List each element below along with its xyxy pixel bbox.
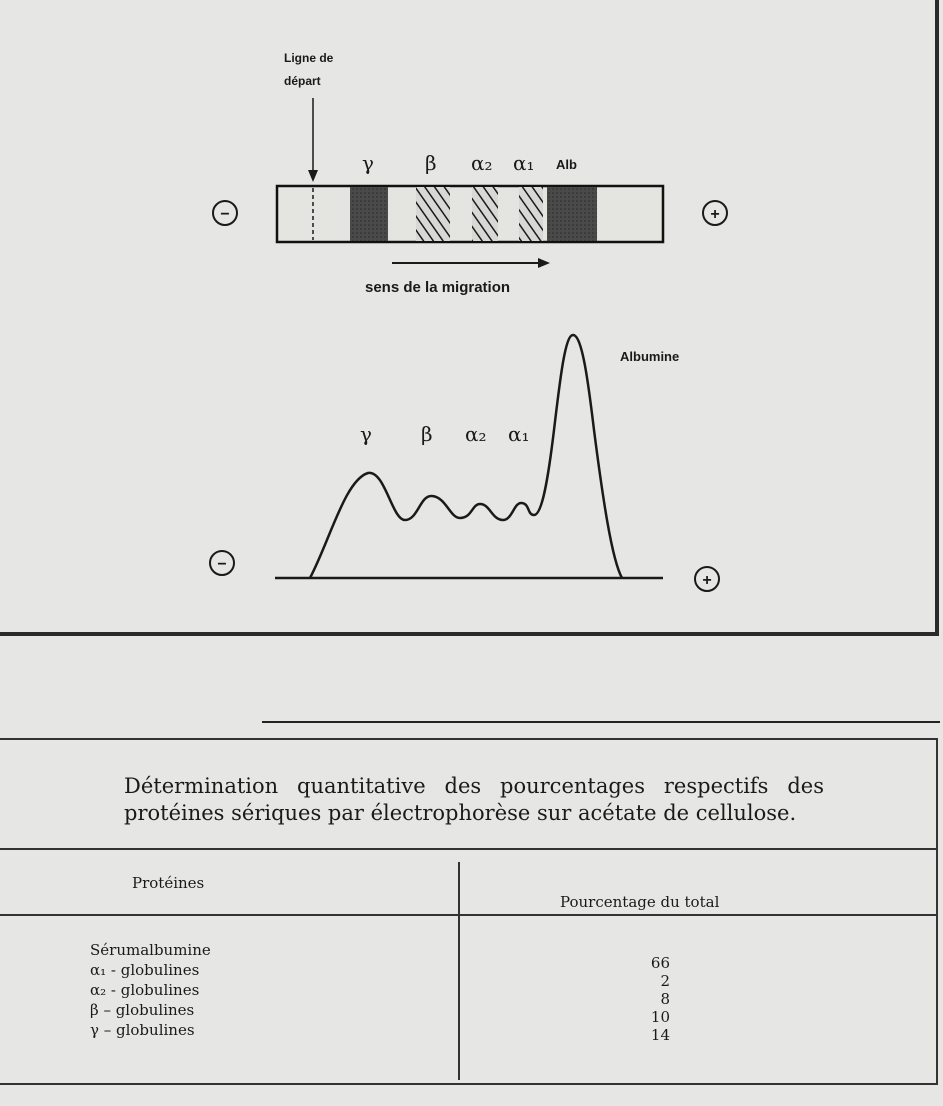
electrophoresis-strip xyxy=(277,186,663,242)
protein-list xyxy=(90,940,211,1040)
percent-list xyxy=(600,954,670,1044)
start-line-arrowhead xyxy=(308,170,318,182)
table-row-percent: 14 xyxy=(650,1026,670,1044)
table-header-pourcentage: Pourcentage du total xyxy=(560,893,720,911)
caption-text: Détermination quantitative des pourcentages respectifs des protéines sériques par électrophorèse sur acétate de cellulose. xyxy=(124,774,824,825)
table-row-percent: 10 xyxy=(650,1008,670,1026)
band-gamma xyxy=(350,187,388,241)
migration-label: sens de la migration xyxy=(365,279,511,296)
band-albumin xyxy=(547,187,597,241)
strip-label-gamma: γ xyxy=(362,151,374,175)
pole-positive-curve: + xyxy=(702,572,712,589)
table-row-protein: α₁ - globulines xyxy=(90,961,200,979)
band-alpha2 xyxy=(472,187,498,241)
curve-label-gamma: γ xyxy=(360,422,372,446)
table-header-proteines: Protéines xyxy=(132,874,205,892)
curve-label-alpha2: α₂ xyxy=(465,422,487,446)
table-row-protein: Sérumalbumine xyxy=(90,941,211,959)
table-header-divider xyxy=(0,914,936,916)
pole-negative-strip: − xyxy=(220,206,230,223)
strip-label-beta: β xyxy=(425,151,437,175)
table-row-percent: 2 xyxy=(660,972,670,990)
start-line-label-2: départ xyxy=(284,74,321,88)
table-row-percent: 66 xyxy=(650,954,670,972)
densitometry-curve xyxy=(310,335,622,578)
albumin-label: Albumine xyxy=(620,349,680,364)
table-row-protein: γ – globulines xyxy=(90,1021,195,1039)
pole-negative-curve: − xyxy=(217,556,227,573)
band-alpha1 xyxy=(519,187,543,241)
table-column-divider xyxy=(458,862,460,1080)
table-row-protein: α₂ - globulines xyxy=(90,981,200,999)
migration-arrowhead xyxy=(538,258,550,268)
curve-label-alpha1: α₁ xyxy=(508,422,530,446)
start-line-label-1: Ligne de xyxy=(284,51,334,65)
band-beta xyxy=(416,187,450,241)
curve-label-beta: β xyxy=(421,422,433,446)
pole-positive-strip: + xyxy=(710,206,720,223)
separator-line xyxy=(262,721,940,723)
strip-label-alpha2: α₂ xyxy=(471,151,493,175)
table-row-protein: β – globulines xyxy=(90,1001,195,1019)
strip-label-alpha1: α₁ xyxy=(513,151,535,175)
table-row-percent: 8 xyxy=(660,990,670,1008)
strip-label-alb: Alb xyxy=(556,157,577,172)
